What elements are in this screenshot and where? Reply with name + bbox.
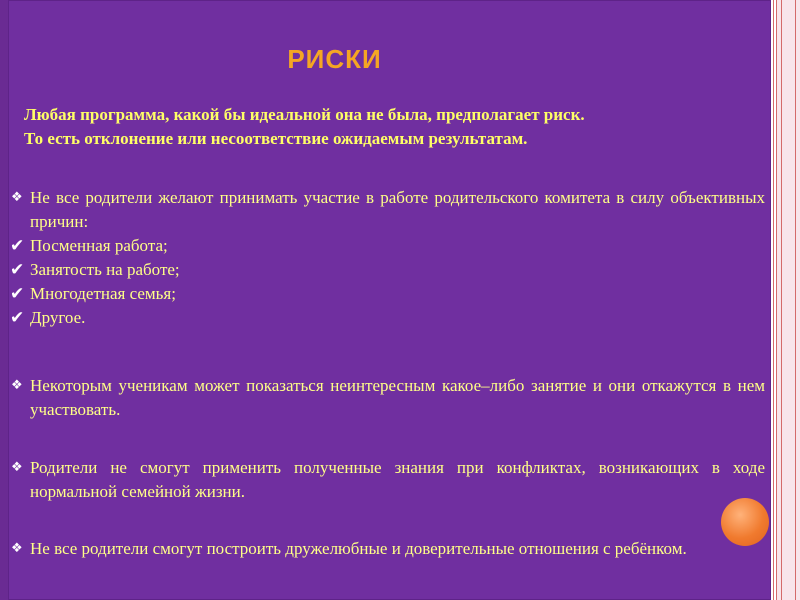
bullet-item — [8, 456, 765, 504]
bullet-block-3 — [8, 456, 765, 504]
diamond-bullet-icon: ❖ — [11, 460, 23, 475]
check-text: Посменная работа; — [30, 236, 168, 255]
intro-line-2: То есть отклонение или несоответствие ожидаемым результатам. — [24, 129, 528, 148]
bullet-item — [8, 186, 765, 234]
decorative-orange-circle — [721, 498, 769, 546]
bullet-text: Родители не смогут применить полученные знания при конфликтах, возникающих в ходе нормальной семейной жизни. — [30, 458, 765, 501]
checkmark-icon: ✔ — [10, 260, 25, 280]
right-border-line — [776, 0, 777, 600]
checkmark-icon: ✔ — [10, 284, 25, 304]
check-text: Занятость на работе; — [30, 260, 180, 279]
right-border-line — [795, 0, 796, 600]
check-text: Другое. — [30, 308, 86, 327]
intro-line-1: Любая программа, какой бы идеальной она не была, предполагает риск. — [24, 105, 585, 124]
title-text: РИСКИ — [287, 44, 382, 74]
check-item — [8, 234, 765, 258]
bullet-block-4 — [8, 537, 765, 561]
bullet-item — [8, 537, 765, 561]
check-item — [8, 282, 765, 306]
check-item — [8, 306, 765, 330]
checkmark-icon: ✔ — [10, 236, 25, 256]
diamond-bullet-icon: ❖ — [11, 190, 23, 205]
bullet-text: Некоторым ученикам может показаться неинтересным какое–либо занятие и они откажутся в нем участвовать. — [30, 376, 765, 419]
check-text: Многодетная семья; — [30, 284, 176, 303]
diamond-bullet-icon: ❖ — [11, 378, 23, 393]
slide-title — [8, 44, 771, 75]
checkmark-icon: ✔ — [10, 308, 25, 328]
check-item — [8, 258, 765, 282]
left-border-strip — [0, 0, 8, 600]
bullet-block-2 — [8, 374, 765, 422]
right-border-line — [773, 0, 774, 600]
bullet-block-1 — [8, 186, 765, 330]
diamond-bullet-icon: ❖ — [11, 541, 23, 556]
bullet-text: Не все родители смогут построить дружелюбные и доверительные отношения с ребёнком. — [30, 539, 687, 558]
bullet-text: Не все родители желают принимать участие в работе родительского комитета в силу объективных причин: — [30, 188, 765, 231]
slide-canvas — [8, 0, 771, 600]
bullet-item — [8, 374, 765, 422]
intro-paragraph — [24, 103, 762, 151]
right-border-line — [781, 0, 782, 600]
